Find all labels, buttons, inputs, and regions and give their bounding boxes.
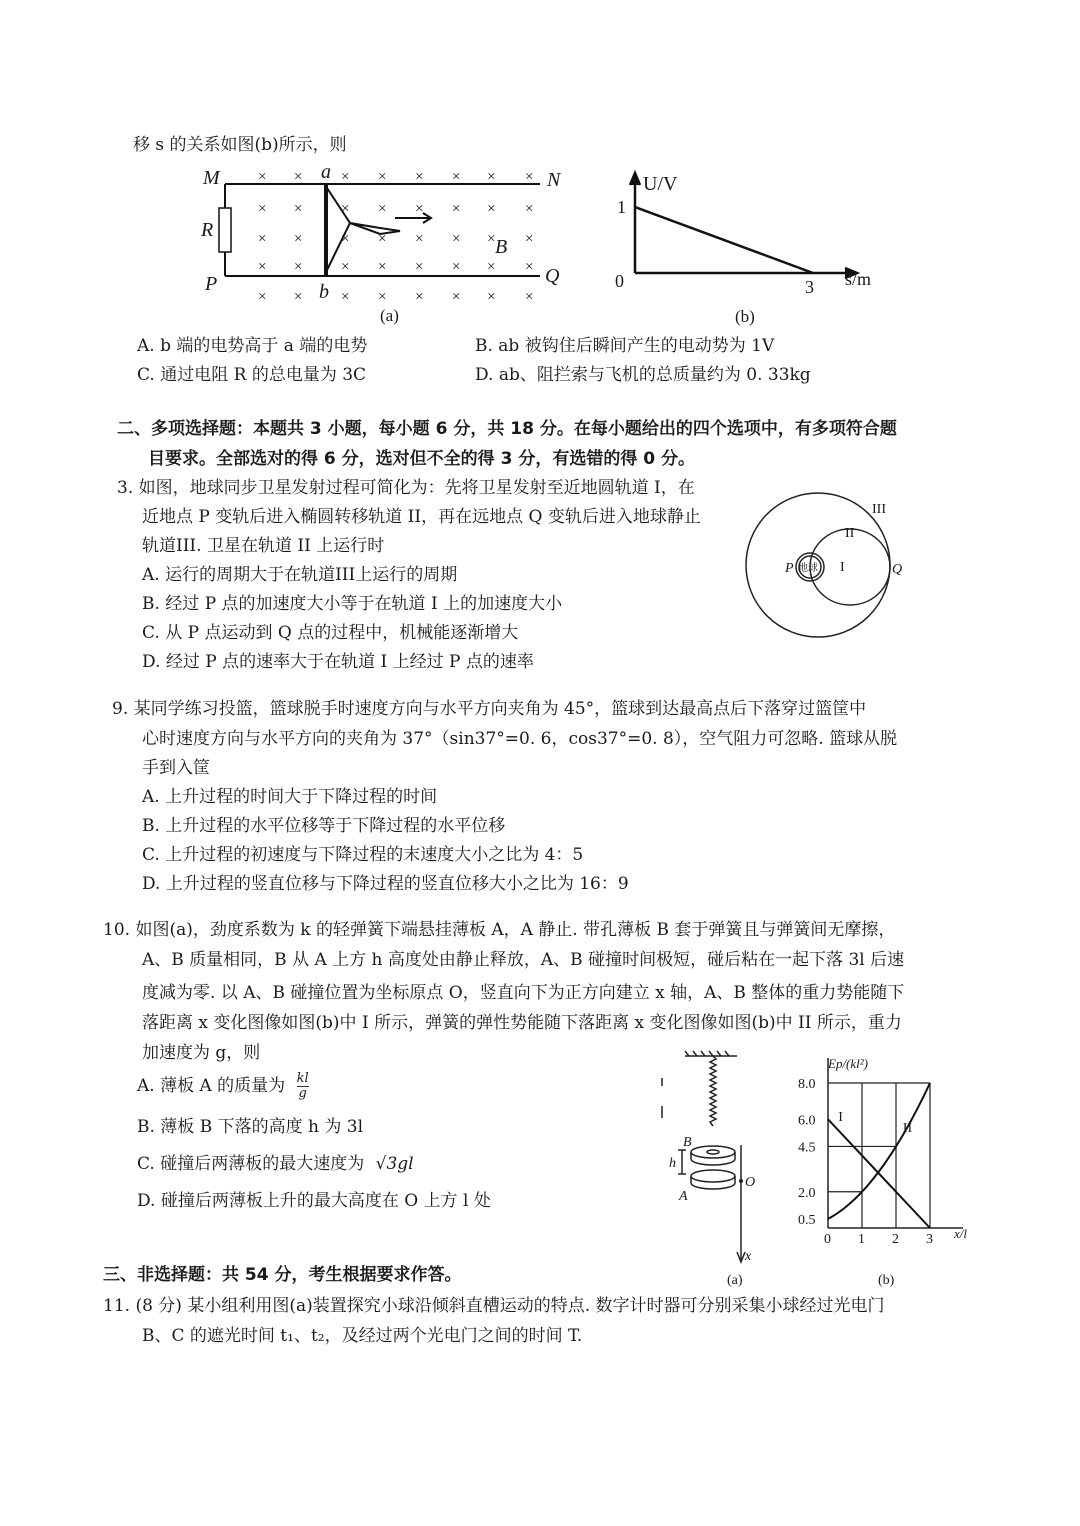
q7-option-d: D. ab、阻拦索与飞机的总质量约为 0. 33kg	[475, 365, 811, 385]
q9-option-c: C. 上升过程的初速度与下降过程的末速度大小之比为 4：5	[142, 845, 584, 865]
xtick-3: 3	[805, 277, 814, 297]
x-tick-label: 1	[858, 1232, 865, 1247]
label-B-field: B	[495, 236, 508, 258]
q10-option-c	[137, 1152, 414, 1176]
q9-line: 9. 某同学练习投篮，篮球脱手时速度方向与水平方向夹角为 45°，篮球到达最高点后下落穿过篮筐中	[112, 699, 867, 719]
q9-line: 手到入筐	[142, 758, 210, 778]
field-cross-mark: ×	[487, 169, 496, 185]
curve-label-II: II	[902, 1120, 913, 1136]
q9-line: 心时速度方向与水平方向的夹角为 37°（sin37°=0. 6，cos37°=0. 8），空气阻力可忽略. 篮球从脱	[142, 729, 898, 749]
caption-b: (b)	[735, 307, 755, 326]
frac-num: kl	[296, 1071, 309, 1086]
field-cross-mark: ×	[294, 289, 303, 305]
label-M: M	[203, 167, 220, 189]
field-cross-mark: ×	[452, 231, 461, 247]
origin-0: 0	[615, 271, 624, 291]
fraction-kl-over-g	[297, 1072, 309, 1101]
field-cross-mark: ×	[294, 259, 303, 275]
field-cross-mark: ×	[258, 259, 267, 275]
q7-option-b: B. ab 被钩住后瞬间产生的电动势为 1V	[475, 336, 775, 356]
field-cross-mark: ×	[525, 289, 534, 305]
caption-a: (a)	[380, 306, 399, 325]
x-tick-label: 2	[892, 1232, 899, 1247]
field-cross-mark: ×	[378, 231, 387, 247]
point-P-label: P	[785, 561, 794, 576]
q8-option-c: C. 从 P 点运动到 Q 点的过程中，机械能逐渐增大	[142, 623, 519, 643]
series-I-line	[828, 1119, 930, 1228]
field-cross-mark: ×	[415, 201, 424, 217]
q8-option-a: A. 运行的周期大于在轨道III上运行的周期	[142, 565, 458, 585]
label-h: h	[669, 1156, 676, 1171]
q10-line: 度减为零. 以 A、B 碰撞位置为坐标原点 O，竖直向下为正方向建立 x 轴，A、B 整体的重力势能随下	[142, 983, 905, 1003]
q7-option-a: A. b 端的电势高于 a 端的电势	[137, 336, 368, 356]
label-a: a	[321, 161, 331, 183]
section2-heading: 二、多项选择题：本题共 3 小题，每小题 6 分，共 18 分。在每小题给出的四个选项中，有多项符合题	[117, 419, 897, 439]
xlabel-s: s/m	[845, 269, 872, 289]
field-cross-mark: ×	[525, 231, 534, 247]
q9-option-d: D. 上升过程的竖直位移与下降过程的竖直位移大小之比为 16：9	[142, 874, 629, 894]
q10-option-d: D. 碰撞后两薄板上升的最大高度在 O 上方 l 处	[137, 1191, 491, 1211]
q10-figure-a	[655, 1050, 765, 1290]
field-cross-mark: ×	[378, 289, 387, 305]
chart-ylabel: Ep/(kl²)	[828, 1056, 868, 1071]
q7-option-c: C. 通过电阻 R 的总电量为 3C	[137, 365, 367, 385]
earth-label: 地球	[798, 563, 818, 574]
y-tick-label: 6.0	[798, 1113, 816, 1129]
field-cross-mark: ×	[294, 169, 303, 185]
field-cross-mark: ×	[341, 259, 350, 275]
q10-option-c-text: C. 碰撞后两薄板的最大速度为	[137, 1154, 365, 1174]
field-cross-mark: ×	[525, 169, 534, 185]
frac-den: g	[298, 1086, 307, 1101]
label-b: b	[319, 281, 329, 303]
section3-heading: 三、非选择题：共 54 分，考生根据要求作答。	[103, 1265, 462, 1285]
series-II-line	[828, 1083, 930, 1219]
q9-option-b: B. 上升过程的水平位移等于下降过程的水平位移	[142, 816, 506, 836]
ylabel-U: U/V	[643, 173, 678, 195]
q10-option-a-text: A. 薄板 A 的质量为	[137, 1076, 286, 1096]
label-Q: Q	[545, 265, 560, 287]
field-cross-mark: ×	[294, 201, 303, 217]
field-cross-mark: ×	[487, 201, 496, 217]
orbit-I-label: I	[840, 560, 845, 575]
q10-line: 10. 如图(a)，劲度系数为 k 的轻弹簧下端悬挂薄板 A，A 静止. 带孔薄板 B 套于弹簧且与弹簧间无摩擦，	[103, 920, 896, 940]
chart-xlabel: x/l	[954, 1226, 967, 1241]
field-cross-mark: ×	[258, 169, 267, 185]
q8-option-d: D. 经过 P 点的速率大于在轨道 I 上经过 P 点的速率	[142, 652, 534, 672]
field-cross-mark: ×	[452, 201, 461, 217]
q9-option-a: A. 上升过程的时间大于下降过程的时间	[142, 787, 438, 807]
orbit-II-label: II	[845, 526, 855, 541]
q8-option-b: B. 经过 P 点的加速度大小等于在轨道 I 上的加速度大小	[142, 594, 563, 614]
field-cross-mark: ×	[415, 231, 424, 247]
label-O: O	[745, 1175, 756, 1190]
q8-line: 3. 如图，地球同步卫星发射过程可简化为：先将卫星发射至近地圆轨道 I，在	[117, 478, 695, 498]
q10-option-b: B. 薄板 B 下落的高度 h 为 3l	[137, 1117, 364, 1137]
field-cross-mark: ×	[452, 289, 461, 305]
field-cross-mark: ×	[378, 259, 387, 275]
q7-figure-b	[605, 165, 885, 330]
y-tick-label: 4.5	[798, 1140, 816, 1156]
field-cross-mark: ×	[452, 169, 461, 185]
section2-heading-cont: 目要求。全部选对的得 6 分，选对但不全的得 3 分，有选错的得 0 分。	[148, 449, 695, 469]
field-cross-mark: ×	[487, 231, 496, 247]
field-cross-mark: ×	[415, 289, 424, 305]
sqrt-3gl: √3gl	[375, 1154, 414, 1174]
q10-line: A、B 质量相同，B 从 A 上方 h 高度处由静止释放，A、B 碰撞时间极短，碰后粘在一起下落 3l 后速	[142, 950, 905, 970]
x-tick-label: 0	[824, 1232, 831, 1247]
y-tick-label: 0.5	[798, 1212, 816, 1228]
label-R: R	[201, 219, 214, 241]
field-cross-mark: ×	[341, 231, 350, 247]
ytick-1: 1	[617, 197, 626, 217]
field-cross-mark: ×	[258, 289, 267, 305]
field-cross-mark: ×	[341, 289, 350, 305]
curve-label-I: I	[838, 1110, 843, 1126]
field-cross-mark: ×	[378, 169, 387, 185]
y-tick-label: 8.0	[798, 1077, 816, 1092]
field-cross-mark: ×	[378, 201, 387, 217]
q10-option-a	[137, 1072, 309, 1101]
field-cross-mark: ×	[452, 259, 461, 275]
q11-line: 11. (8 分) 某小组利用图(a)装置探究小球沿倾斜直槽运动的特点. 数字计时器可分别采集小球经过光电门	[103, 1296, 885, 1316]
field-cross-mark: ×	[258, 231, 267, 247]
field-cross-mark: ×	[341, 201, 350, 217]
label-A: A	[679, 1189, 688, 1204]
q7-figure-a	[195, 158, 575, 328]
field-cross-mark: ×	[341, 169, 350, 185]
label-B: B	[683, 1135, 692, 1150]
orbit-III-label: III	[872, 502, 886, 517]
field-cross-mark: ×	[258, 201, 267, 217]
caption-a: (a)	[727, 1273, 743, 1288]
field-cross-mark: ×	[415, 169, 424, 185]
q7-stem-tail: 移 s 的关系如图(b)所示，则	[133, 135, 347, 155]
point-Q-label: Q	[892, 562, 903, 577]
y-tick-label: 2.0	[798, 1185, 816, 1201]
x-tick-label: 3	[926, 1232, 933, 1247]
q8-line: 轨道III. 卫星在轨道 II 上运行时	[142, 536, 385, 556]
q10-line: 落距离 x 变化图像如图(b)中 I 所示，弹簧的弹性势能随下落距离 x 变化图像如图(b)中 II 所示，重力	[142, 1013, 902, 1033]
field-cross-mark: ×	[294, 231, 303, 247]
field-cross-mark: ×	[487, 289, 496, 305]
q10-line: 加速度为 g，则	[142, 1043, 261, 1063]
chart-caption: (b)	[878, 1273, 895, 1288]
field-cross-mark: ×	[487, 259, 496, 275]
q11-line: B、C 的遮光时间 t₁、t₂，及经过两个光电门之间的时间 T.	[142, 1326, 583, 1346]
field-cross-mark: ×	[525, 201, 534, 217]
label-x: x	[745, 1249, 752, 1264]
q8-line: 近地点 P 变轨后进入椭圆转移轨道 II，再在远地点 Q 变轨后进入地球静止	[142, 507, 701, 527]
label-P: P	[205, 273, 218, 295]
field-cross-mark: ×	[525, 259, 534, 275]
label-N: N	[547, 169, 561, 191]
field-cross-mark: ×	[415, 259, 424, 275]
q10-energy-chart	[780, 1050, 980, 1290]
orbit-figure	[740, 475, 920, 640]
